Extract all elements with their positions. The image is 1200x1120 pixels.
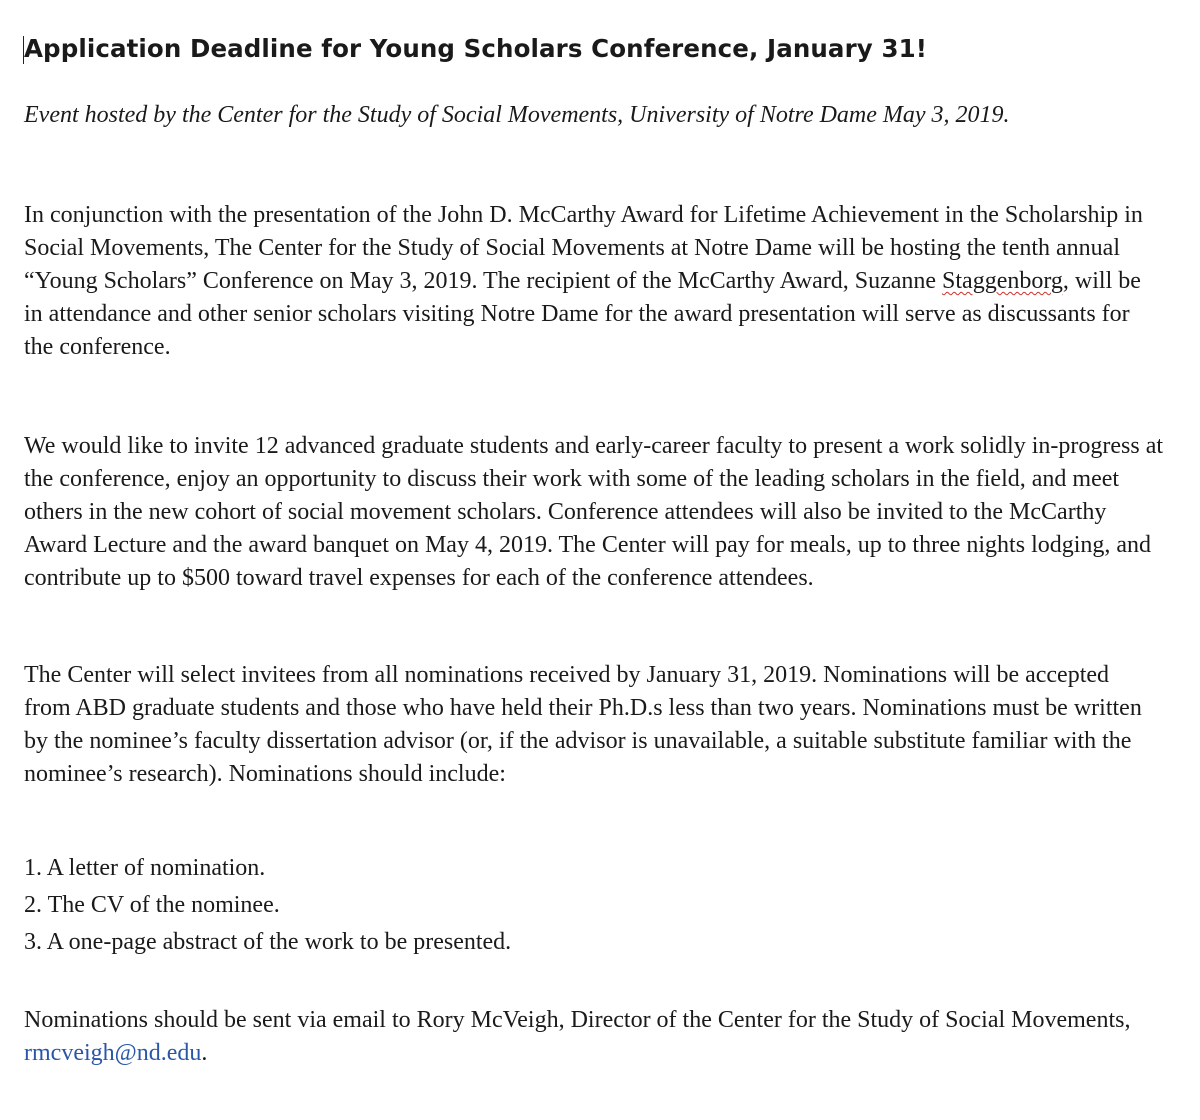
paragraph-award-intro <box>24 199 1152 364</box>
paragraph-nominations: The Center will select invitees from all nominations received by January 31, 2019. Nominations will be accepted from ABD graduate students and those who have held their Ph.D.s less than two years. Nominations must be written by the nominee’s faculty dissertation advisor (or, if the advisor is unavailable, a suitable substitute familiar with the nominee’s research). Nominations should include: <box>24 662 1142 787</box>
spellcheck-flagged-word[interactable]: Staggenborg <box>942 268 1063 294</box>
list-item: 3. A one-page abstract of the work to be presented. <box>24 929 512 955</box>
event-host-line: Event hosted by the Center for the Study of Social Movements, University of Notre Dame May 3, 2019. <box>24 102 1010 128</box>
list-item: 2. The CV of the nominee. <box>24 892 280 918</box>
paragraph-text: . <box>201 1040 208 1066</box>
email-link[interactable]: rmcveigh@nd.edu <box>24 1040 202 1066</box>
paragraph-text: In conjunction with the presentation of the John D. McCarthy Award for Lifetime Achievement in the Scholarship in Social Movements, The Center for the Study of Social Movements at Notre Dame will be hosting the tenth annual “Young Scholars” Conference on May 3, 2019. The recipient of the McCarthy Award, Suzanne <box>24 202 1143 294</box>
paragraph-text: Nominations should be sent via email to Rory McVeigh, Director of the Center for the Study of Social Movements, <box>24 1007 1131 1033</box>
list-item: 1. A letter of nomination. <box>24 855 266 881</box>
paragraph-invitation: We would like to invite 12 advanced graduate students and early-career faculty to present a work solidly in-progress at the conference, enjoy an opportunity to discuss their work with some of the leading scholars in the field, and meet others in the new cohort of social movement scholars. Conference attendees will also be invited to the McCarthy Award Lecture and the award banquet on May 4, 2019. The Center will pay for meals, up to three nights lodging, and contribute up to $500 toward travel expenses for each of the conference attendees. <box>24 433 1164 591</box>
paragraph-contact <box>24 1004 1134 1070</box>
paragraph-text: , will be in attendance and other senior scholars visiting Notre Dame for the award presentation will serve as discussants for the conference. <box>24 268 1141 360</box>
document-title: Application Deadline for Young Scholars Conference, January 31! <box>24 34 928 63</box>
